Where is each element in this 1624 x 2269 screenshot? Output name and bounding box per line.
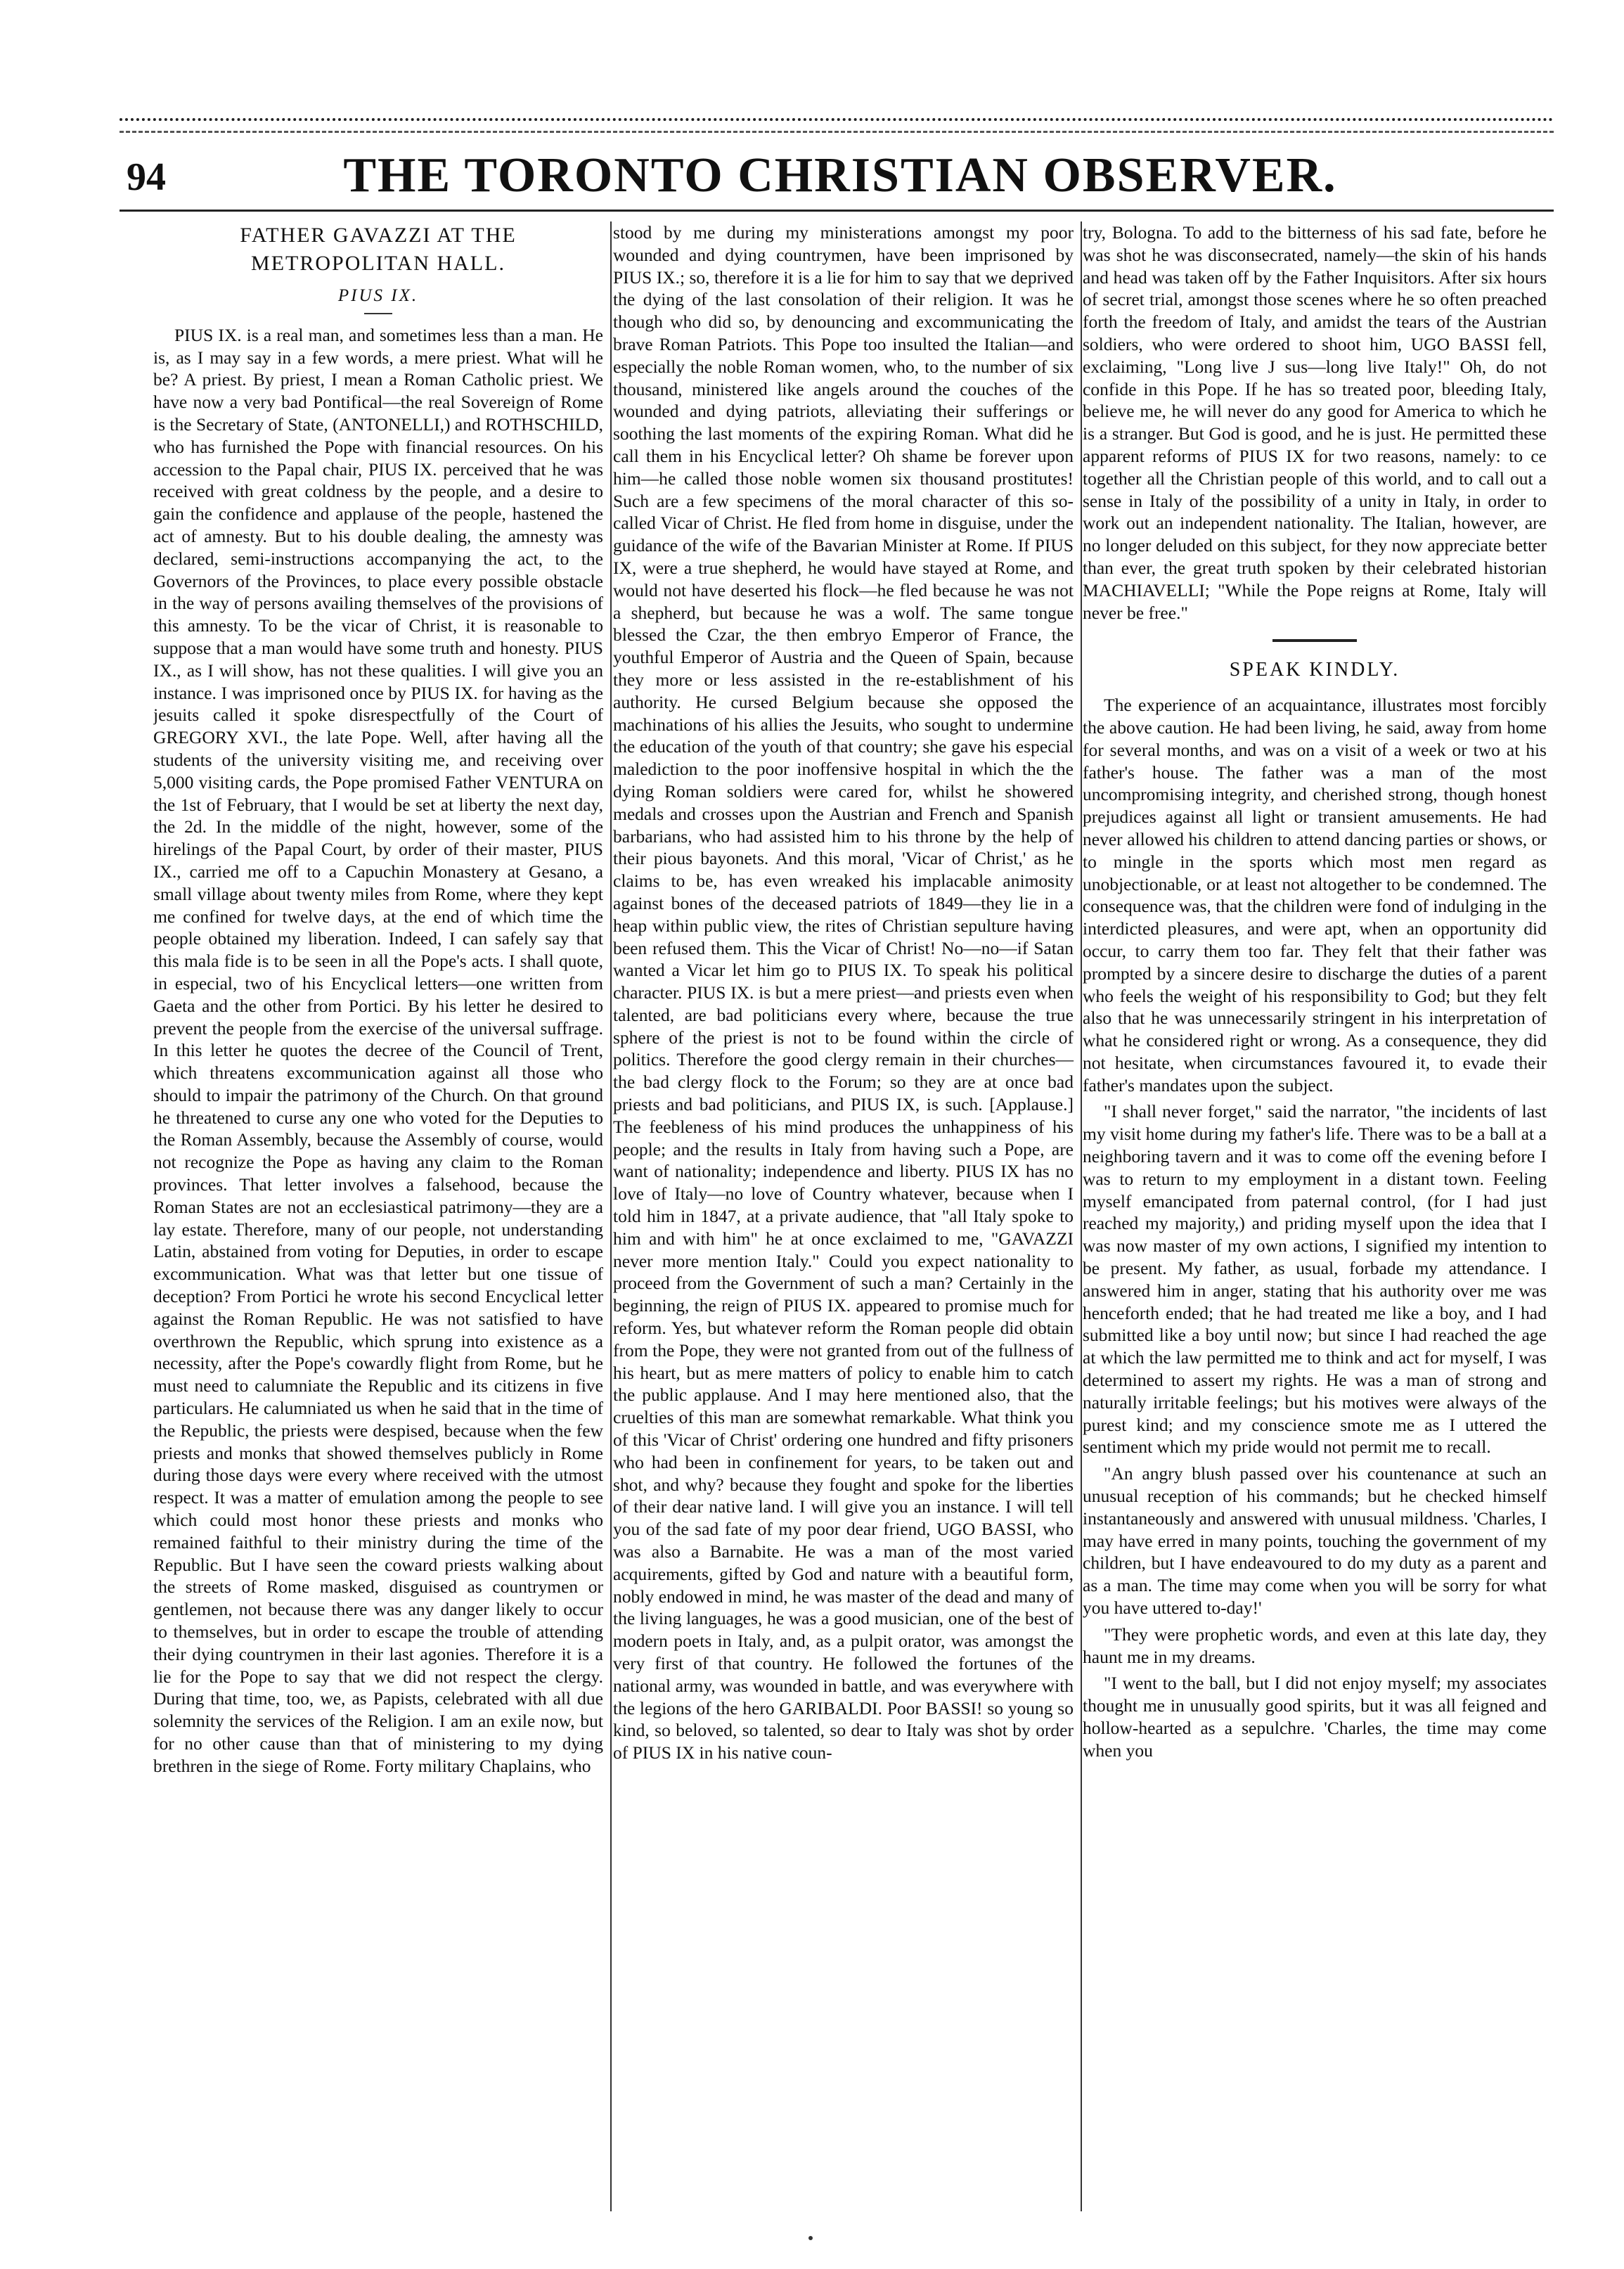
article-paragraph: "An angry blush passed over his countenance at such an unusual reception of his commands; but he checked himself instantaneously and answered with unusual mildness. 'Charles, I may have erred in many points, touching the government of my children, but I have endeavoured to do my duty as a parent and as a man. The time may come when you will be sorry for what you have uttered to-day!' — [1083, 1463, 1547, 1619]
column-3 — [1083, 221, 1547, 2211]
article-separator-rule — [1272, 639, 1357, 642]
subtitle-rule — [364, 313, 392, 314]
masthead — [127, 144, 1554, 207]
masthead-rule — [120, 210, 1554, 212]
footer-mark — [808, 2236, 813, 2240]
page-number: 94 — [127, 155, 166, 199]
article-paragraph: The experience of an acquaintance, illustrates most forcibly the above caution. He had been living, he said, away from home for several months, and was on a visit of a week or two at his father's house. The father was a man of the most uncompromising integrity, and cherished strong, though honest prejudices against all light or transient amusements. He had never allowed his children to attend dancing parties or shows, or to mingle in the sports which most men regard as unobjectionable, or at least not altogether to be condemned. The consequence was, that the children were fond of indulging in the interdicted pleasures, and were apt, when an opportunity did occur, to carry them too far. They felt that their father was prompted by a sincere desire to discharge the duties of a parent who feels the weight of his responsibility to God; but they felt also that he was unnecessarily stringent in his interpretation of what he considered right or wrong. As a consequence, they did not hesitate, when circumstances favoured it, to evade their father's mandates upon the subject. — [1083, 695, 1547, 1095]
article-paragraph: PIUS IX. is a real man, and sometimes less than a man. He is, as I may say in a few words, a mere priest. What will he be? A priest. By priest, I mean a Roman Catholic priest. We have now a very bad Pontifical—the real Sovereign of Rome is the Secretary of State, (ANTONELLI,) and ROTHSCHILD, who has furnished the Pope with financial resources. On his accession to the Papal chair, PIUS IX. perceived that he was received with great coldness by the people, and a desire to gain the confidence and applause of the people, hastened the act of amnesty. But to his double dealing, the amnesty was declared, semi-instructions accompanying the act, to the Governors of the Provinces, to place every possible obstacle in the way of persons availing themselves of the provisions of this amnesty. To be the vicar of Christ, it is reasonable to suppose that a man would have some truth and honesty. PIUS IX., as I will show, has not these qualities. I will give you an instance. I was imprisoned once by PIUS IX. for having as the jesuits called it spoke disrespectfully of the Court of GREGORY XVI., the late Pope. Well, after having all the students of the university visiting me, and receiving over 5,000 visiting cards, the Pope promised Father VENTURA on the 1st of February, that I would be set at liberty the next day, the 2d. In the middle of the night, however, some of the hirelings of the Papal Court, by order of their master, PIUS IX., carried me off to a Capuchin Monastery at Gesano, a small village about twenty miles from Rome, where they kept me confined for twelve days, at the end of which time the people obtained my liberation. Indeed, I can safely say that this mala fide is to be seen in all the Pope's acts. I shall quote, in especial, two of his Encyclical letters—one written from Gaeta and the other from Portici. By his letter he desired to prevent the people from the exercise of the universal suffrage. In this letter he quotes the decree of the Council of Trent, which threatens excommunication against all those who should to impair the patrimony of the Church. On that ground he threatened to curse any one who voted for the Deputies to the Roman Assembly, because the Assembly of course, would not recognize the Pope as having any claim to the Roman provinces. That letter involves a falsehood, because the Roman States are not an ecclesiastical patrimony—they are a lay estate. Therefore, many of our people, not understanding Latin, abstained from voting for Deputies, in order to escape excommunication. What was that letter but one tissue of deception? From Portici he wrote his second Encyclical letter against the Roman Republic. He was not satisfied to have overthrown the Republic, which sprung into existence as a necessity, after the Pope's cowardly flight from Rome, but he must need to calumniate the Republic and its citizens in five particulars. He calumniated us when he said that in the time of the Republic, the priests were despised, because when the few priests and monks that showed themselves publicly in Rome during those days were every where received with the utmost respect. It was a matter of emulation among the people to see which could most honor these priests and monks who remained faithful to their ministry during the time of the Republic. But I have seen the coward priests walking about the streets of Rome masked, disguised as countrymen or gentlemen, not because there was any danger likely to occur to themselves, but in order to escape the trouble of attending their dying countrymen in their last agonies. Therefore it is a lie for the Pope to say that we did not respect the clergy. During that time, too, we, as Papists, celebrated with all due solemnity the services of the Religion. I am an exile now, but for no other cause than that of ministering to my dying brethren in the siege of Rome. Forty military Chaplains, who — [153, 324, 603, 1776]
article-title-speak-kindly: SPEAK KINDLY. — [1229, 659, 1400, 681]
article-paragraph: stood by me during my ministerations amongst my poor wounded and dying countrymen, have been imprisoned by PIUS IX.; so, therefore it is a lie for him to say that we deprived the dying of the last consolation of their religion. It was he though who did so, by denouncing and excommunicating the brave Roman Patriots. This Pope too insulted the Italian—and especially the noble Roman women, who, to the number of six thousand, ministered like angels around the couches of the wounded and dying patriots, alleviating their sufferings or soothing the last moments of the expiring Roman. What did he call them in his Encyclical letter? Oh shame be forever upon him—he called those noble women six thousand prostitutes! Such are a few specimens of the moral character of this so-called Vicar of Christ. He fled from home in disguise, under the guidance of the wife of the Bavarian Minister at Rome. If PIUS IX, were a true shepherd, he would have stayed at Rome, and would not have deserted his flock—he fled because he was not a shepherd, but because he was a wolf. The same tongue blessed the Czar, the then embryo Emperor of France, the youthful Emperor of Austria and the Queen of Spain, because they more or less assisted in the re-establishment of his authority. He cursed Belgium because she opposed the machinations of his allies the Jesuits, who sought to undermine the education of the youth of that country; she gave his especial malediction to the poor inoffensive hospital in which the the dying Roman soldiers were cared for, whilst he showered medals and crosses upon the Austrian and French and Spanish barbarians, who had assisted him to his throne by the help of their pious bayonets. And this moral, 'Vicar of Christ,' as he claims to be, has even wreaked his implacable animosity against bones of the deceased patriots of 1849—they lie in a heap within public view, the rites of Christian sepulture having been refused them. This the Vicar of Christ! No—no—if Satan wanted a Vicar let him go to PIUS IX. To speak his political character. PIUS IX. is but a mere priest—and priests even when talented, are bad politicians every where, because the true sphere of the priest is not to be found within the circle of politics. Therefore the good clergy remain in their churches—the bad clergy flock to the Forum; so they are at once bad priests and bad politicians, and PIUS IX, is such. [Applause.] The feebleness of his mind produces the unhappiness of his people; and the results in Italy from having such a Pope, are want of nationality; independence and liberty. PIUS IX has no love of Italy—no love of Country whatever, because when I told him in 1847, at a private audience, that "all Italy spoke to him and with him" he at once exclaimed to me, "GAVAZZI never more mention Italy." Could you expect nationality to proceed from the Government of such a man? Certainly in the beginning, the reign of PIUS IX. appeared to promise much for reform. Yes, but whatever reform the Roman people did obtain from the Pope, they were not granted from out of the fullness of his heart, but as mere matters of policy to enable him to catch the public applause. And I may here mentioned also, that the cruelties of this man are somewhat remarkable. What think you of this 'Vicar of Christ' ordering one hundred and fifty prisoners who had been in confinement for years, to be taken out and shot, and why? because they fought and spoke for the liberties of their dear native land. I will give you an instance. I will tell you of the sad fate of my poor dear friend, UGO BASSI, who was also a Barnabite. He was a man of the most varied acquirements, gifted by God and nature with a beautiful form, nobly endowed in mind, he was master of the dead and many of the living languages, he was a good musician, one of the best of modern poets in Italy, and, as a pulpit orator, was amongst the very first of that country. He followed the fortunes of the national army, was wounded in battle, and was everywhere with the legions of the hero GARIBALDI. Poor BASSI! so young so kind, so beloved, so talented, so dear to Italy was shot by order of PIUS IX in his native coun- — [613, 222, 1074, 1763]
article-subtitle-pius: PIUS IX. — [337, 286, 419, 305]
article-paragraph: "I shall never forget," said the narrator, "the incidents of last my visit home during my father's life. There was to be a ball at a neighboring tavern and it was to come off the evening before I was to return to my employment in a distant town. Feeling myself emancipated from paternal control, (for I had just reached my majority,) and priding myself upon the idea that I was now master of my own actions, I signified my intention to be present. My father, as usual, forbade my attendance. I answered him in anger, stating that his authority over me was henceforth ended; that he had treated me like a boy, and I had submitted like a boy until now; but since I had reached the age at which the law permitted me to think and act for myself, I was determined to assert my rights. He was a man of strong and naturally irritable feelings; but his motives were always of the purest kind; and my conscience smote me as I uttered the sentiment which my pride would not permit me to recall. — [1083, 1101, 1547, 1458]
article-paragraph: "They were prophetic words, and even at this late day, they haunt me in my dreams. — [1083, 1624, 1547, 1667]
column-1 — [153, 221, 612, 2211]
column-2 — [613, 221, 1082, 2211]
article-paragraph: "I went to the ball, but I did not enjoy myself; my associates thought me in unusually good spirits, but it was all feigned and hollow-hearted as a sepulchre. 'Charles, the time may come when you — [1083, 1673, 1547, 1761]
newspaper-title: THE TORONTO CHRISTIAN OBSERVER. — [343, 148, 1337, 203]
top-ornamental-rule — [120, 118, 1554, 133]
article-paragraph: try, Bologna. To add to the bitterness of his sad fate, before he was shot he was disconsecrated, namely—the skin of his hands and head was taken off by the Father Inquisitors. After six hours of secret trial, amongst those scenes where he so often preached forth the freedom of Italy, and amidst the tears of the Austrian soldiers, who were ordered to shoot him, UGO BASSI fell, exclaiming, "Long live J sus—long live Italy!" Oh, do not confide in this Pope. If he has so treated poor, bleeding Italy, believe me, he will never do any good for America to which he is a stranger. But God is good, and he is just. He permitted these apparent reforms of PIUS IX for two reasons, namely: to ce together all the Christian people of this world, and to call out a sense in Italy of the possibility of a unity in Italy, in order to work out an independent nationality. The Italian, however, are no longer deluded on this subject, for they now appreciate better than ever, the great truth spoken by their celebrated historian MACHIAVELLI; "While the Pope reigns at Rome, Italy will never be free." — [1083, 222, 1547, 623]
article-title-gavazzi: FATHER GAVAZZI AT THE METROPOLITAN HALL. — [240, 224, 517, 275]
